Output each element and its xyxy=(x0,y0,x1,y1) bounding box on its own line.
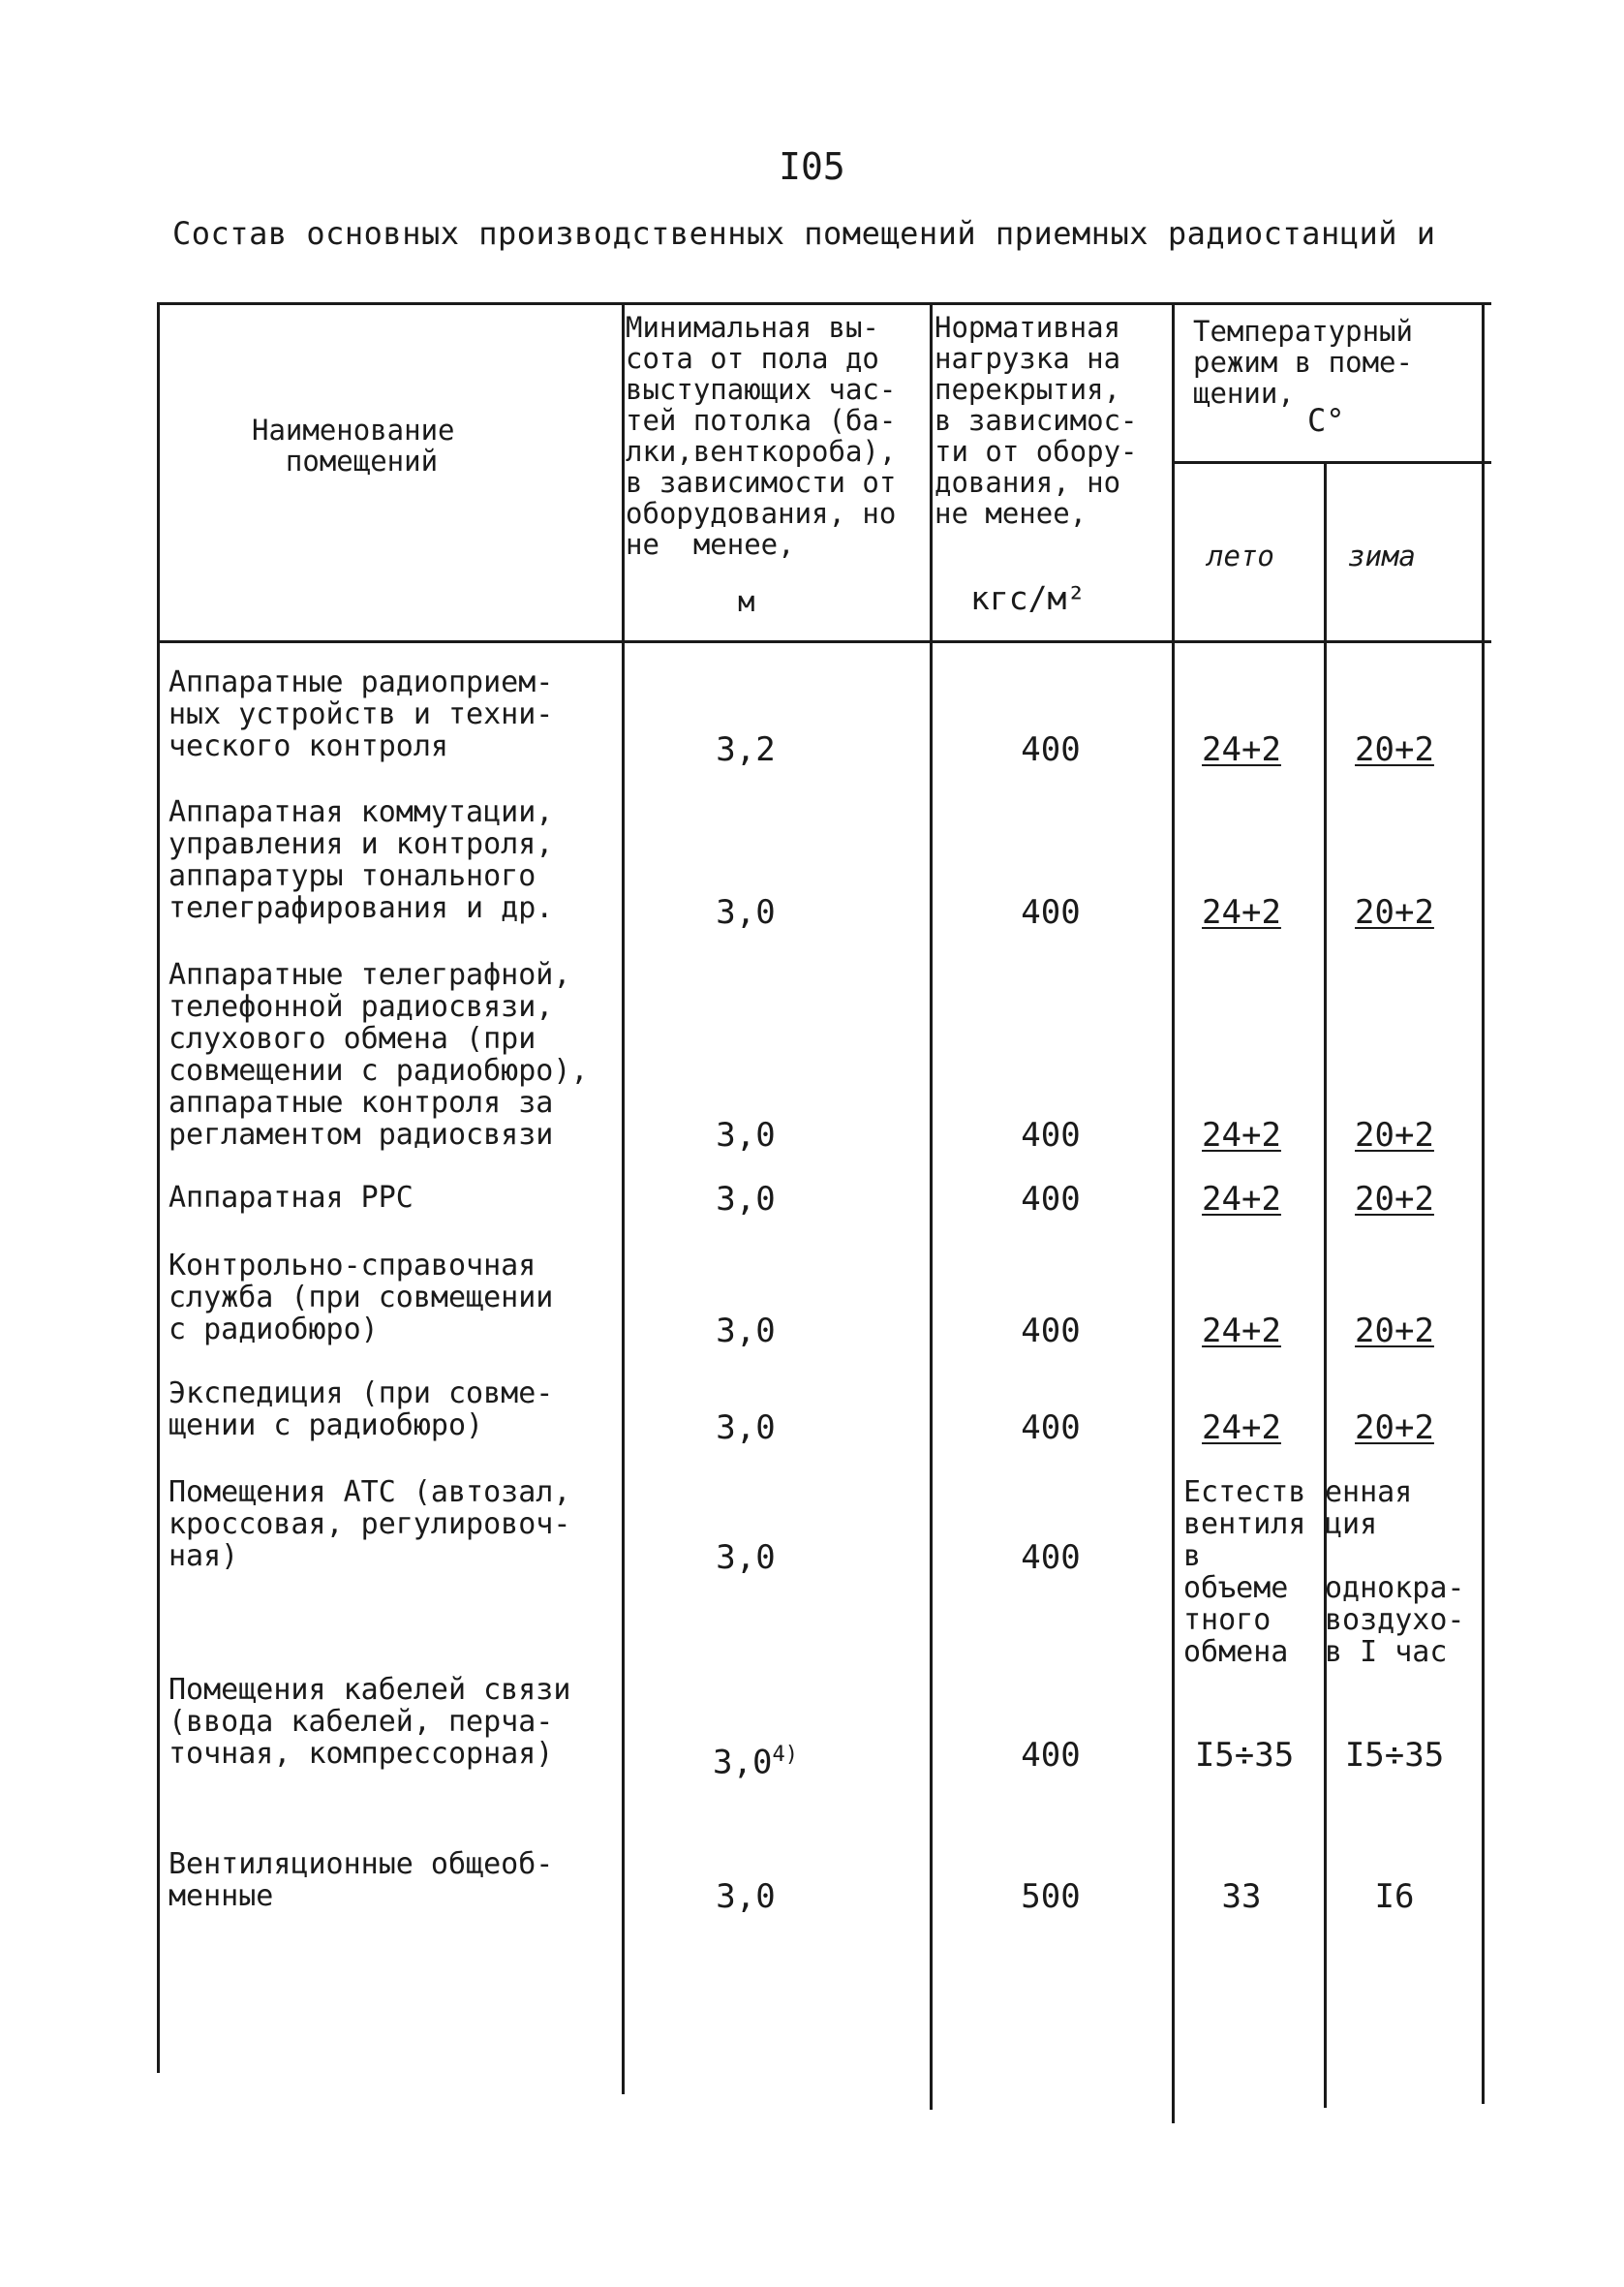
load-value: 400 xyxy=(1021,1116,1081,1155)
load-value: 400 xyxy=(1021,1736,1081,1775)
header-height-unit: м xyxy=(738,585,755,618)
header-temp-unit: С° xyxy=(1307,402,1345,439)
temp-summer: 24+2 xyxy=(1202,1180,1281,1219)
header-temp: Температурный режим в поме- щении, xyxy=(1193,315,1413,410)
min-height-value: 3,0 xyxy=(713,1743,773,1782)
min-height: 3,2 xyxy=(716,730,776,769)
load-value: 400 xyxy=(1021,730,1081,769)
load-value: 400 xyxy=(1021,893,1081,932)
header-load-unit: кгс/м² xyxy=(970,579,1087,617)
temp-summer: 24+2 xyxy=(1202,1116,1281,1155)
temp-winter: 20+2 xyxy=(1355,730,1434,769)
header-name: Наименование помещений xyxy=(252,414,455,478)
min-height: 3,0 xyxy=(716,1180,776,1219)
col-line-0 xyxy=(157,302,160,2073)
load-value: 500 xyxy=(1021,1877,1081,1916)
temp-winter: 20+2 xyxy=(1355,1312,1434,1350)
col-line-1 xyxy=(622,302,625,2094)
temp-winter: 20+2 xyxy=(1355,1116,1434,1155)
page-number: I05 xyxy=(779,145,845,188)
min-height: 3,0 xyxy=(716,893,776,932)
header-height: Минимальная вы- сота от пола до выступающих час- тей потолка (ба- лки,венткороба), в зависимости от оборудования, но не менее, xyxy=(626,311,897,561)
col-line-4 xyxy=(1324,461,1327,2108)
temp-winter: 20+2 xyxy=(1355,1408,1434,1447)
min-height: 3,0 xyxy=(716,1312,776,1350)
room-name: Аппаратная коммутации, управления и контроля, аппаратуры тонального телеграфирования и др. xyxy=(169,795,554,925)
col-line-2 xyxy=(930,302,933,2110)
room-name: Экспедиция (при совме- щении с радиобюро) xyxy=(169,1376,554,1442)
header-bottom-border xyxy=(157,640,1491,643)
temp-summer: 24+2 xyxy=(1202,1312,1281,1350)
header-summer: лето xyxy=(1207,540,1274,572)
min-height: 3,0 xyxy=(716,1408,776,1447)
col-line-5 xyxy=(1482,302,1485,2104)
temp-winter: I6 xyxy=(1374,1877,1415,1916)
table-top-border xyxy=(157,302,1491,305)
temp-summer: 24+2 xyxy=(1202,893,1281,932)
room-name: Контрольно-справочная служба (при совмещении с радиобюро) xyxy=(169,1249,554,1346)
room-name: Аппаратные телеграфной, телефонной радиосвязи, слухового обмена (при совмещении с радиобюро), аппаратные контроля за регламентом радиосвязи xyxy=(169,958,589,1152)
room-name: Аппаратная РРС xyxy=(169,1181,414,1215)
min-height xyxy=(678,1738,833,1782)
temp-winter: 20+2 xyxy=(1355,1180,1434,1219)
temp-winter: 20+2 xyxy=(1355,893,1434,932)
load-value: 400 xyxy=(1021,1312,1081,1350)
min-height: 3,0 xyxy=(716,1877,776,1916)
temp-summer: I5÷35 xyxy=(1194,1736,1295,1775)
header-load: Нормативная нагрузка на перекрытия, в зависимос- ти от обору- дования, но не менее, xyxy=(935,311,1138,530)
footnote-ref: 4) xyxy=(772,1743,798,1767)
temp-subheader-line xyxy=(1175,461,1491,464)
load-value: 400 xyxy=(1021,1538,1081,1577)
load-value: 400 xyxy=(1021,1180,1081,1219)
temp-summer: 24+2 xyxy=(1202,1408,1281,1447)
min-height: 3,0 xyxy=(716,1538,776,1577)
room-name: Вентиляционные общеоб- менные xyxy=(169,1847,554,1913)
ventilation-note-left: Естеств вентиля в объеме тного обмена xyxy=(1183,1475,1306,1669)
load-value: 400 xyxy=(1021,1408,1081,1447)
ventilation-note-right: енная ция однокра- воздухо- в I час xyxy=(1325,1475,1465,1669)
temp-summer: 33 xyxy=(1221,1877,1262,1916)
min-height: 3,0 xyxy=(716,1116,776,1155)
document-title: Состав основных производственных помещений приемных радиостанций и xyxy=(172,215,1436,252)
room-name: Помещения АТС (автозал, кроссовая, регулировоч- ная) xyxy=(169,1475,571,1573)
temp-winter: I5÷35 xyxy=(1344,1736,1445,1775)
temp-summer: 24+2 xyxy=(1202,730,1281,769)
header-winter: зима xyxy=(1348,540,1416,572)
room-name: Аппаратные радиоприем- ных устройств и техни- ческого контроля xyxy=(169,665,554,763)
col-line-3 xyxy=(1172,302,1175,2123)
room-name: Помещения кабелей связи (ввода кабелей, перча- точная, компрессорная) xyxy=(169,1673,571,1771)
